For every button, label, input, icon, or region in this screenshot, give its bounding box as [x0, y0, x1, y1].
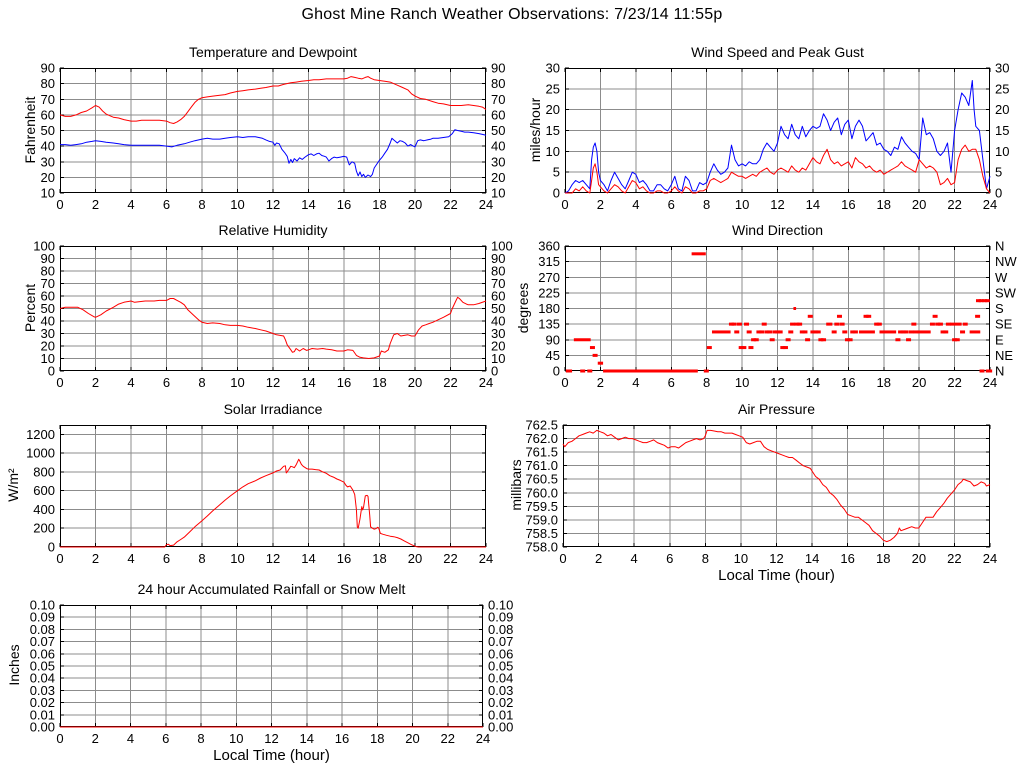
svg-text:0: 0 — [47, 363, 55, 379]
svg-text:50: 50 — [491, 123, 506, 138]
svg-text:4: 4 — [127, 375, 135, 390]
svg-text:40: 40 — [40, 138, 55, 154]
svg-text:12: 12 — [264, 731, 279, 746]
svg-text:8: 8 — [198, 551, 206, 566]
y-axis-label-inches: Inches — [6, 644, 22, 686]
svg-text:50: 50 — [491, 301, 506, 316]
svg-text:70: 70 — [40, 276, 55, 291]
svg-text:2: 2 — [91, 197, 100, 212]
svg-text:14: 14 — [301, 197, 316, 212]
svg-text:0: 0 — [56, 197, 64, 212]
svg-text:100: 100 — [491, 238, 513, 254]
svg-text:20: 20 — [911, 375, 927, 390]
svg-text:40: 40 — [491, 313, 506, 329]
svg-text:0: 0 — [561, 375, 569, 390]
svg-text:8: 8 — [703, 375, 711, 390]
svg-text:0.02: 0.02 — [488, 695, 514, 711]
chart-title-air-pressure: Air Pressure — [737, 401, 816, 417]
svg-text:20: 20 — [911, 197, 927, 212]
svg-text:6: 6 — [162, 551, 171, 566]
svg-text:0.10: 0.10 — [488, 597, 514, 613]
svg-text:0.06: 0.06 — [488, 646, 514, 662]
svg-text:18: 18 — [372, 551, 387, 566]
svg-text:30: 30 — [545, 60, 560, 76]
svg-text:2: 2 — [596, 197, 605, 212]
svg-text:0.00: 0.00 — [29, 719, 55, 735]
chart-title-wind-speed-gust: Wind Speed and Peak Gust — [691, 44, 864, 60]
svg-text:24: 24 — [982, 551, 998, 566]
svg-text:22: 22 — [443, 197, 458, 212]
chart-title-rainfall: 24 hour Accumulated Rainfall or Snow Melt — [137, 581, 406, 597]
svg-text:10: 10 — [734, 197, 750, 212]
svg-text:80: 80 — [40, 263, 55, 279]
svg-text:80: 80 — [491, 263, 506, 279]
svg-text:20: 20 — [40, 338, 55, 354]
svg-text:0.07: 0.07 — [29, 634, 55, 650]
svg-text:800: 800 — [33, 464, 55, 480]
svg-text:762.5: 762.5 — [525, 417, 558, 433]
svg-text:0.06: 0.06 — [29, 646, 55, 662]
svg-text:14: 14 — [299, 731, 314, 746]
svg-text:18: 18 — [372, 375, 387, 390]
svg-text:0.05: 0.05 — [29, 658, 55, 674]
y-axis-label-millibars: millibars — [508, 459, 524, 511]
svg-text:760.5: 760.5 — [525, 471, 558, 487]
svg-text:16: 16 — [840, 551, 855, 566]
svg-text:200: 200 — [33, 520, 55, 536]
svg-text:4: 4 — [126, 731, 135, 746]
svg-text:8: 8 — [703, 197, 711, 212]
svg-text:0: 0 — [995, 185, 1003, 201]
svg-text:0.10: 0.10 — [29, 597, 55, 613]
svg-text:0: 0 — [491, 363, 499, 379]
svg-text:16: 16 — [336, 375, 352, 390]
svg-text:400: 400 — [33, 501, 55, 517]
svg-text:0.08: 0.08 — [29, 621, 55, 637]
x-axis-label-local-time-pressure: Local Time (hour) — [718, 567, 835, 584]
page-title: Ghost Mine Ranch Weather Observations: 7/23/14 11:55p — [301, 6, 723, 23]
svg-text:0.05: 0.05 — [488, 658, 514, 674]
svg-text:135: 135 — [538, 316, 560, 332]
svg-text:4: 4 — [632, 197, 640, 212]
svg-text:90: 90 — [40, 251, 55, 266]
svg-text:360: 360 — [538, 238, 560, 254]
svg-text:18: 18 — [370, 731, 385, 746]
svg-text:90: 90 — [491, 60, 506, 76]
svg-text:10: 10 — [230, 197, 245, 212]
svg-text:10: 10 — [40, 185, 55, 201]
svg-text:45: 45 — [545, 347, 560, 363]
svg-text:12: 12 — [770, 197, 785, 212]
svg-text:80: 80 — [40, 76, 55, 92]
svg-text:0.01: 0.01 — [488, 707, 514, 723]
svg-text:20: 20 — [911, 551, 927, 566]
svg-text:180: 180 — [538, 301, 560, 316]
svg-text:10: 10 — [40, 351, 55, 366]
svg-text:22: 22 — [440, 731, 455, 746]
svg-text:14: 14 — [805, 197, 821, 212]
svg-text:12: 12 — [769, 551, 784, 566]
svg-text:0.04: 0.04 — [488, 670, 514, 686]
chart-title-solar-irradiance: Solar Irradiance — [223, 401, 323, 417]
svg-text:10: 10 — [229, 731, 244, 746]
svg-text:18: 18 — [876, 197, 891, 212]
svg-text:60: 60 — [40, 288, 55, 304]
svg-text:10: 10 — [230, 551, 245, 566]
svg-text:2: 2 — [596, 375, 605, 390]
svg-text:0.03: 0.03 — [488, 682, 514, 698]
svg-text:60: 60 — [40, 107, 55, 123]
svg-text:40: 40 — [40, 313, 55, 329]
svg-text:16: 16 — [841, 197, 856, 212]
svg-text:8: 8 — [198, 375, 206, 390]
svg-text:8: 8 — [197, 731, 205, 746]
svg-text:NW: NW — [995, 254, 1017, 270]
svg-text:20: 20 — [407, 197, 423, 212]
svg-text:22: 22 — [947, 551, 962, 566]
svg-text:24: 24 — [475, 731, 491, 746]
svg-text:0: 0 — [552, 185, 560, 201]
svg-text:12: 12 — [770, 375, 785, 390]
svg-text:30: 30 — [40, 326, 55, 341]
svg-text:18: 18 — [876, 551, 891, 566]
svg-text:270: 270 — [538, 269, 560, 285]
svg-text:12: 12 — [265, 375, 281, 390]
svg-text:20: 20 — [491, 338, 506, 354]
svg-text:4: 4 — [127, 197, 135, 212]
svg-text:6: 6 — [667, 197, 675, 212]
svg-text:24: 24 — [982, 197, 998, 212]
svg-text:30: 30 — [995, 60, 1010, 76]
svg-text:20: 20 — [407, 375, 423, 390]
svg-text:100: 100 — [33, 238, 55, 254]
svg-text:0: 0 — [47, 539, 55, 555]
svg-text:759.5: 759.5 — [525, 498, 558, 514]
chart-title-wind-direction: Wind Direction — [731, 222, 824, 238]
svg-text:10: 10 — [995, 143, 1010, 159]
svg-text:0.09: 0.09 — [488, 609, 514, 625]
svg-text:225: 225 — [538, 285, 560, 301]
svg-text:70: 70 — [40, 91, 55, 107]
svg-text:SE: SE — [995, 316, 1013, 332]
svg-text:0.04: 0.04 — [29, 670, 55, 686]
svg-text:22: 22 — [443, 375, 458, 390]
svg-text:0.00: 0.00 — [488, 719, 514, 735]
svg-text:50: 50 — [40, 123, 55, 138]
svg-text:0: 0 — [56, 731, 64, 746]
svg-text:10: 10 — [545, 143, 560, 159]
svg-text:4: 4 — [630, 551, 638, 566]
chart-title-relative-humidity: Relative Humidity — [218, 222, 328, 238]
svg-text:0: 0 — [559, 551, 567, 566]
svg-text:10: 10 — [230, 375, 245, 390]
chart-title-temperature-dewpoint: Temperature and Dewpoint — [188, 44, 358, 60]
svg-text:20: 20 — [405, 731, 420, 746]
svg-text:25: 25 — [545, 81, 560, 97]
svg-text:0.01: 0.01 — [29, 707, 55, 723]
y-axis-label-miles-hour: miles/hour — [527, 97, 543, 162]
svg-text:1200: 1200 — [26, 426, 55, 442]
svg-text:15: 15 — [995, 123, 1010, 138]
svg-text:0: 0 — [56, 551, 64, 566]
y-axis-label-degrees: degrees — [515, 282, 531, 333]
svg-text:758.5: 758.5 — [525, 525, 558, 541]
svg-text:2: 2 — [91, 731, 99, 746]
svg-text:18: 18 — [372, 197, 387, 212]
svg-text:E: E — [995, 332, 1004, 348]
svg-text:90: 90 — [491, 251, 506, 266]
svg-text:20: 20 — [491, 169, 506, 185]
svg-text:4: 4 — [632, 375, 640, 390]
svg-text:30: 30 — [40, 154, 55, 170]
y-axis-label-percent: Percent — [22, 283, 38, 332]
svg-text:0.07: 0.07 — [488, 634, 514, 650]
svg-text:761.5: 761.5 — [525, 444, 558, 460]
svg-text:20: 20 — [545, 102, 560, 118]
svg-text:12: 12 — [265, 551, 281, 566]
y-axis-label-fahrenheit: Fahrenheit — [22, 96, 38, 163]
svg-text:60: 60 — [491, 288, 506, 304]
svg-text:70: 70 — [491, 276, 506, 291]
svg-text:6: 6 — [162, 197, 171, 212]
svg-text:24: 24 — [478, 375, 494, 390]
svg-text:6: 6 — [667, 375, 675, 390]
svg-text:0.02: 0.02 — [29, 695, 55, 711]
svg-text:14: 14 — [301, 375, 316, 390]
svg-text:6: 6 — [162, 375, 171, 390]
svg-text:30: 30 — [491, 326, 506, 341]
svg-text:0: 0 — [561, 197, 569, 212]
svg-text:40: 40 — [491, 138, 506, 154]
svg-text:W: W — [995, 269, 1008, 285]
svg-text:24: 24 — [982, 375, 998, 390]
svg-text:NE: NE — [995, 347, 1014, 363]
svg-text:5: 5 — [995, 164, 1003, 180]
svg-text:14: 14 — [805, 375, 821, 390]
svg-text:20: 20 — [407, 551, 423, 566]
svg-text:80: 80 — [491, 76, 506, 92]
svg-text:14: 14 — [804, 551, 820, 566]
svg-text:0: 0 — [56, 375, 64, 390]
svg-text:0.09: 0.09 — [29, 609, 55, 625]
svg-text:2: 2 — [594, 551, 603, 566]
svg-text:SW: SW — [995, 285, 1016, 301]
svg-text:60: 60 — [491, 107, 506, 123]
svg-text:4: 4 — [127, 551, 135, 566]
svg-text:90: 90 — [40, 60, 55, 76]
svg-text:90: 90 — [545, 332, 560, 348]
svg-text:6: 6 — [666, 551, 674, 566]
svg-text:30: 30 — [491, 154, 506, 170]
svg-text:10: 10 — [491, 185, 506, 201]
svg-text:761.0: 761.0 — [525, 458, 558, 474]
svg-text:2: 2 — [91, 375, 100, 390]
svg-text:20: 20 — [40, 169, 55, 185]
svg-text:6: 6 — [162, 731, 170, 746]
svg-text:759.0: 759.0 — [525, 512, 558, 528]
svg-text:16: 16 — [336, 551, 352, 566]
svg-text:22: 22 — [443, 551, 458, 566]
y-axis-label-watts-m2: W/m² — [5, 468, 21, 502]
svg-text:22: 22 — [947, 375, 962, 390]
svg-text:762.0: 762.0 — [525, 431, 558, 447]
svg-text:758.0: 758.0 — [525, 539, 558, 555]
svg-text:0.08: 0.08 — [488, 621, 514, 637]
svg-text:8: 8 — [701, 551, 709, 566]
svg-text:S: S — [995, 301, 1004, 316]
svg-text:25: 25 — [995, 81, 1010, 97]
svg-text:20: 20 — [995, 102, 1010, 118]
svg-text:10: 10 — [733, 551, 749, 566]
svg-text:16: 16 — [841, 375, 856, 390]
svg-text:70: 70 — [491, 91, 506, 107]
svg-text:600: 600 — [33, 483, 55, 499]
svg-text:2: 2 — [91, 551, 100, 566]
svg-text:760.0: 760.0 — [525, 485, 558, 501]
svg-text:N: N — [995, 363, 1005, 379]
svg-text:N: N — [995, 238, 1005, 254]
svg-text:8: 8 — [198, 197, 206, 212]
svg-text:10: 10 — [734, 375, 750, 390]
svg-text:5: 5 — [552, 164, 560, 180]
svg-text:50: 50 — [40, 301, 55, 316]
svg-text:14: 14 — [301, 551, 316, 566]
x-axis-label-local-time-rainfall: Local Time (hour) — [213, 747, 330, 764]
svg-text:0.03: 0.03 — [29, 682, 55, 698]
svg-text:16: 16 — [334, 731, 350, 746]
svg-text:15: 15 — [545, 123, 560, 138]
svg-text:1000: 1000 — [26, 445, 55, 461]
svg-text:24: 24 — [478, 197, 494, 212]
svg-text:0: 0 — [552, 363, 560, 379]
svg-text:22: 22 — [947, 197, 962, 212]
svg-text:315: 315 — [538, 254, 560, 270]
svg-text:24: 24 — [478, 551, 494, 566]
svg-text:16: 16 — [336, 197, 352, 212]
svg-text:18: 18 — [876, 375, 891, 390]
svg-text:10: 10 — [491, 351, 506, 366]
svg-text:12: 12 — [265, 197, 281, 212]
